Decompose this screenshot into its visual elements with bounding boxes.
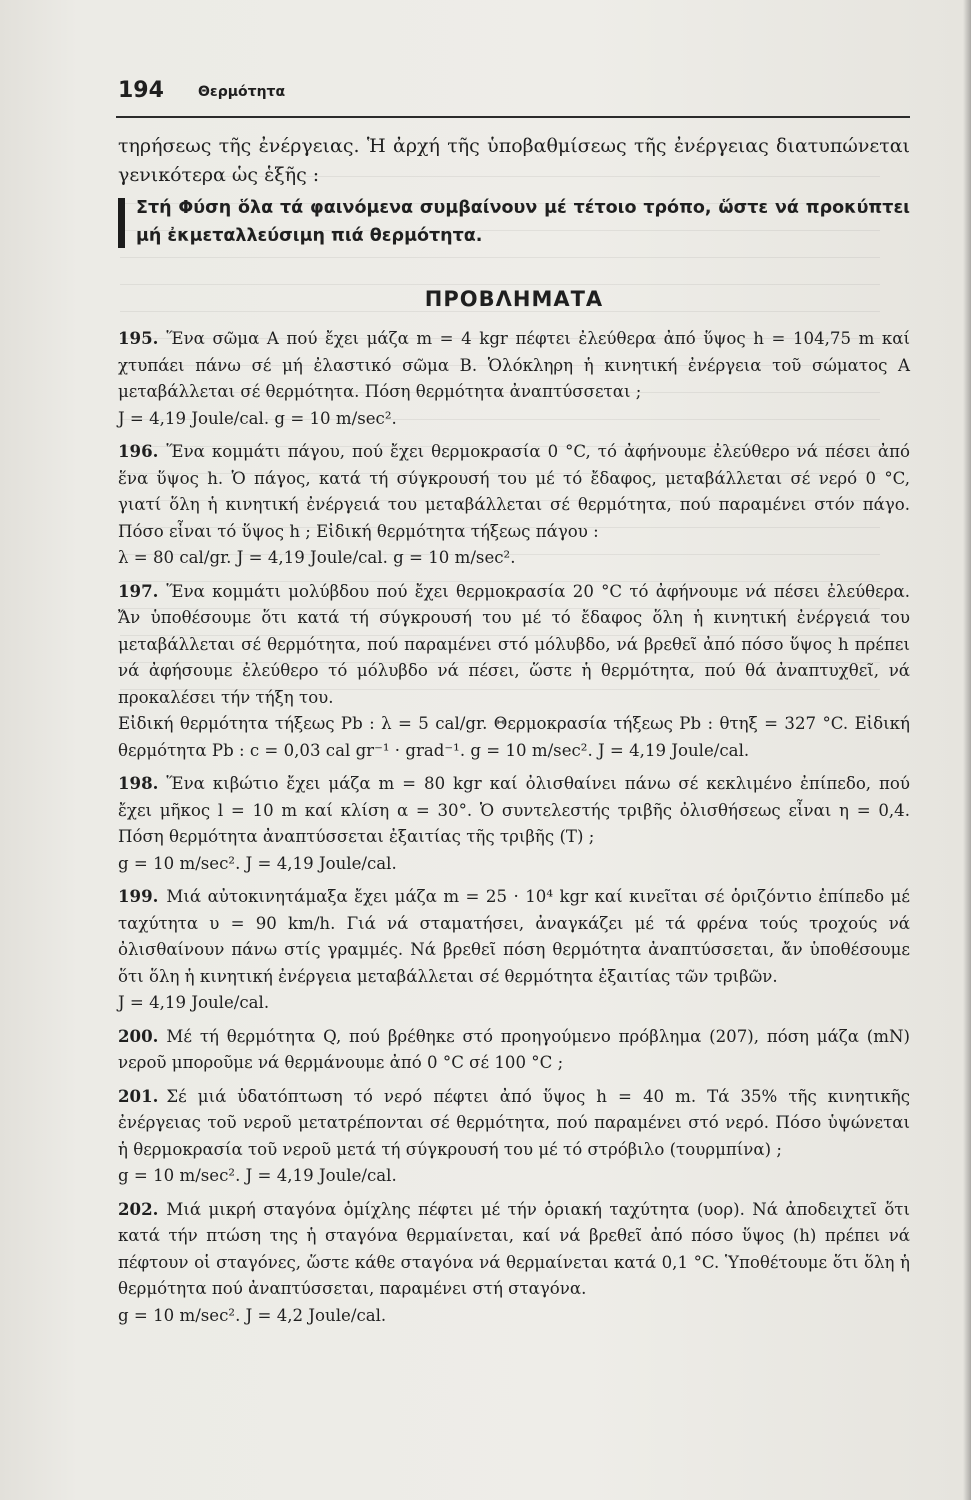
problem-list xyxy=(118,325,910,1329)
problem-number: 195. xyxy=(118,328,159,348)
problem-201 xyxy=(118,1083,910,1190)
problem-197 xyxy=(118,578,910,765)
problem-number: 202. xyxy=(118,1198,159,1219)
page-number: 194 xyxy=(118,78,164,103)
problem-number: 198. xyxy=(118,773,159,793)
problem-number: 200. xyxy=(118,1025,159,1046)
principle-text: Στή Φύση ὅλα τά φαινόμενα συμβαίνουν μέ τέτοιο τρόπο, ὥστε νά προκύπτει μή ἐκμεταλλεύσιμη πιά θερμότητα. xyxy=(136,198,910,246)
problem-text: Ἕνα κιβώτιο ἔχει μάζα m = 80 kgr καί ὀλισθαίνει πάνω σέ κεκλιμένο ἐπίπεδο, πού ἔχει μῆκος l = 10 m καί κλίση α = 30°. Ὁ συντελεστής τριβῆς ὀλισθήσεως εἶναι η = 0,4. Πόση θερμότητα ἀναπτύσσεται ἐξαιτίας τῆς τριβῆς (Τ) ; xyxy=(118,774,910,846)
problem-data: λ = 80 cal/gr. J = 4,19 Joule/cal. g = 10 m/sec². xyxy=(118,548,516,567)
page-header xyxy=(118,78,908,112)
intro-paragraph: τηρήσεως τῆς ἐνέργειας. Ἡ ἀρχή τῆς ὑποβαθμίσεως τῆς ἐνέργειας διατυπώνεται γενικότερα ὡς ἑξῆς : xyxy=(118,135,910,186)
problem-data: g = 10 m/sec². J = 4,19 Joule/cal. xyxy=(118,1166,397,1185)
problem-196 xyxy=(118,438,910,572)
problem-number: 197. xyxy=(118,580,159,601)
problem-data: g = 10 m/sec². J = 4,2 Joule/cal. xyxy=(118,1305,387,1325)
problem-number: 201. xyxy=(118,1085,159,1106)
binding-edge-shadow xyxy=(963,0,971,1500)
problem-199 xyxy=(118,883,910,1017)
problem-data: J = 4,19 Joule/cal. xyxy=(118,993,270,1012)
problem-text: Ἕνα κομμάτι μολύβδου πού ἔχει θερμοκρασία 20 °C τό ἀφήνουμε νά πέσει ἐλεύθερα. Ἄν ὑποθέσουμε ὅτι κατά τή σύγκρουσή του μέ τό ἔδαφος ὅλη ἡ κινητική ἐνέργειά του μεταβάλλεται σέ θερμότητα, πού παραμένει στό μόλυβδο, νά βρεθεῖ ἀπό πόσο ὕψος h πρέπει νά ἀφήσουμε ἐλεύθερο τό μόλυβδο νά πέσει, ὥστε ἡ θερμότητα, πού θά ἀναπτυχθεῖ, νά προκαλέσει τήν τήξη του. xyxy=(118,581,910,707)
problem-text: Μιά μικρή σταγόνα ὁμίχλης πέφτει μέ τήν ὁριακή ταχύτητα (υορ). Νά ἀποδειχτεῖ ὅτι κατά τήν πτώση της ἡ σταγόνα θερμαίνεται, καί νά βρεθεῖ ἀπό πόσο ὕψος (h) πρέπει νά πέφτουν οἱ σταγόνες, ὥστε κάθε σταγόνα νά θερμαίνεται κατά 0,1 °C. Ὑποθέτουμε ὅτι ὅλη ἡ θερμότητα πού ἀναπτύσσεται, παραμένει στή σταγόνα. xyxy=(118,1199,910,1298)
principle-statement xyxy=(118,194,910,250)
problem-text: Μιά αὐτοκινητάμαξα ἔχει μάζα m = 25 · 10⁴ kgr καί κινεῖται σέ ὁριζόντιο ἐπίπεδο μέ ταχύτητα υ = 90 km/h. Γιά νά σταματήσει, ἀναγκάζει μέ τά φρένα τούς τροχούς νά ὀλισθαίνουν πάνω στίς γραμμές. Νά βρεθεῖ πόση θερμότητα ἀναπτύσσεται, ἄν ὑποθέσουμε ὅτι ὅλη ἡ κινητική ἐνέργεια μεταβάλλεται σέ θερμότητα ἐξαιτίας τῶν τριβῶν. xyxy=(118,887,910,986)
problem-text: Σέ μιά ὑδατόπτωση τό νερό πέφτει ἀπό ὕψος h = 40 m. Τά 35% τῆς κινητικῆς ἐνέργειας τοῦ νεροῦ μετατρέπονται σέ θερμότητα, πού παραμένει στό νερό. Πόσο ὑψώνεται ἡ θερμοκρασία τοῦ νεροῦ μετά τή σύγκρουσή του μέ τό στρόβιλο (τουρμπίνα) ; xyxy=(118,1086,910,1159)
page-content xyxy=(118,132,910,1335)
problem-number: 199. xyxy=(118,886,159,906)
principle-marker-bar xyxy=(118,198,125,248)
running-title: Θερμότητα xyxy=(198,84,286,100)
header-rule xyxy=(116,116,910,118)
problem-number: 196. xyxy=(118,441,159,461)
problem-data: g = 10 m/sec². J = 4,19 Joule/cal. xyxy=(118,853,397,873)
problem-195 xyxy=(118,325,910,432)
problem-text: Ἕνα σῶμα Α πού ἔχει μάζα m = 4 kgr πέφτει ἐλεύθερα ἀπό ὕψος h = 104,75 m καί χτυπάει πάνω σέ μή ἐλαστικό σῶμα Β. Ὁλόκληρη ἡ κινητική ἐνέργεια τοῦ σώματος Α μεταβάλλεται σέ θερμότητα. Πόση θερμότητα ἀναπτύσσεται ; xyxy=(118,329,910,401)
problem-text: Μέ τή θερμότητα Q, πού βρέθηκε στό προηγούμενο πρόβλημα (207), πόση μάζα (mN) νεροῦ μποροῦμε νά θερμάνουμε ἀπό 0 °C σέ 100 °C ; xyxy=(118,1026,910,1072)
section-title: ΠΡΟΒΛΗΜΑΤΑ xyxy=(424,287,604,311)
problem-data: Εἰδική θερμότητα τήξεως Pb : λ = 5 cal/gr. Θερμοκρασία τήξεως Pb : θτηξ = 327 °C. Εἰδική θερμότητα Pb : c = 0,03 cal gr⁻¹ · grad⁻¹. g = 10 m/sec². J = 4,19 Joule/cal. xyxy=(118,714,910,760)
problem-data: J = 4,19 Joule/cal. g = 10 m/sec². xyxy=(118,408,397,428)
problem-202 xyxy=(118,1196,910,1330)
problem-text: Ἕνα κομμάτι πάγου, πού ἔχει θερμοκρασία 0 °C, τό ἀφήνουμε ἐλεύθερο νά πέσει ἀπό ἕνα ὕψος h. Ὁ πάγος, κατά τή σύγκρουσή του μέ τό ἔδαφος, μεταβάλλεται σέ νερό 0 °C, γιατί ὅλη ἡ κινητική ἐνέργειά του μεταβάλλεται σέ θερμότητα, πού παραμένει στόν πάγο. Πόσο εἶναι τό ὕψος h ; Εἰδική θερμότητα τήξεως πάγου : xyxy=(118,442,910,541)
problem-200 xyxy=(118,1023,910,1077)
problem-198 xyxy=(118,770,910,877)
